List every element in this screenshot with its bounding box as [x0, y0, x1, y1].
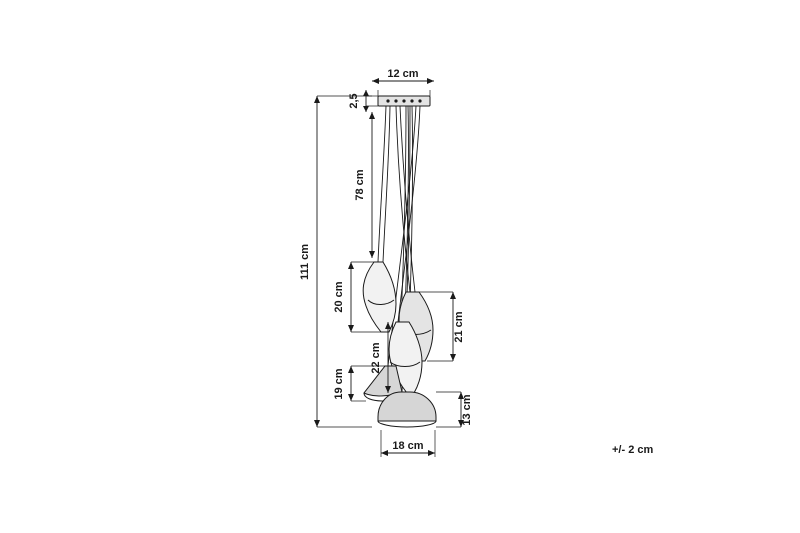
dim-total-height-arrow-bottom — [314, 420, 320, 427]
dim-shade-e — [436, 392, 473, 427]
dim-shade-e-label: 13 cm — [461, 394, 473, 426]
dim-spread-width-label: 18 cm — [392, 440, 424, 452]
dim-cord-drop-label: 78 cm — [354, 169, 366, 201]
dim-canopy-width-arrow-left — [372, 78, 379, 84]
cord-1b — [383, 106, 390, 262]
cord-1 — [378, 106, 386, 262]
shade-e-body — [378, 392, 436, 421]
canopy-hole-5 — [418, 99, 421, 102]
shade-e-rim — [378, 421, 436, 427]
dim-spread-width-arrow-left — [381, 450, 388, 456]
dim-canopy-width — [372, 68, 434, 96]
dim-shade-b-arrow-bottom — [450, 354, 456, 361]
canopy-hole-2 — [394, 99, 397, 102]
dim-cord-drop-arrow-top — [369, 112, 375, 119]
canopy-group — [378, 96, 430, 106]
dim-canopy-height-arrow-top — [363, 90, 369, 96]
canopy-hole-3 — [402, 99, 405, 102]
dim-spread-width — [381, 430, 435, 457]
canopy-hole-4 — [410, 99, 413, 102]
dim-shade-d-label: 19 cm — [333, 368, 345, 400]
dim-canopy-height — [348, 90, 378, 112]
dim-total-height-label: 111 cm — [299, 243, 311, 281]
dim-shade-a-label: 20 cm — [333, 281, 345, 313]
dim-shade-d-arrow-top — [348, 366, 354, 373]
dim-canopy-width-arrow-right — [427, 78, 434, 84]
dim-cord-drop-arrow-bottom — [369, 251, 375, 258]
dim-shade-c-label: 22 cm — [370, 342, 382, 374]
canopy-hole-1 — [386, 99, 389, 102]
dim-shade-a-arrow-bottom — [348, 325, 354, 332]
shade-a-body — [363, 262, 396, 332]
dim-spread-width-arrow-right — [428, 450, 435, 456]
dim-shade-a-arrow-top — [348, 262, 354, 269]
dim-cord-drop — [354, 112, 375, 258]
dim-canopy-height-arrow-bottom — [363, 106, 369, 112]
dim-shade-b-arrow-top — [450, 292, 456, 299]
shade-a — [363, 262, 396, 332]
dim-shade-b-label: 21 cm — [453, 311, 465, 343]
dim-shade-d-arrow-bottom — [348, 394, 354, 401]
shade-e — [378, 392, 436, 427]
dim-canopy-height-label: 2,5 — [348, 93, 360, 109]
dim-canopy-width-label: 12 cm — [387, 68, 419, 80]
tolerance-note: +/- 2 cm — [612, 444, 654, 456]
dim-total-height-arrow-top — [314, 96, 320, 103]
